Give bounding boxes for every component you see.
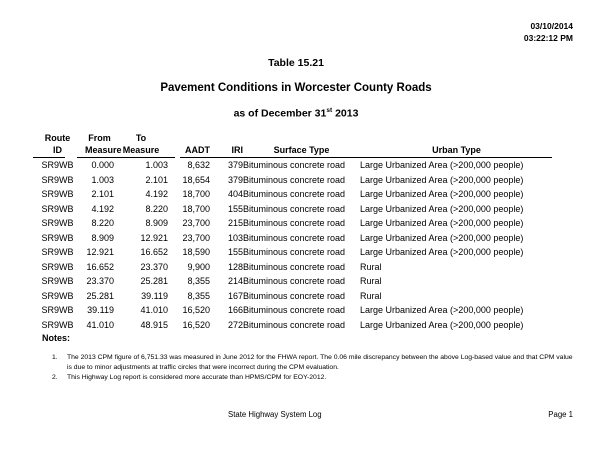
as-of-suffix: 2013 [332,107,359,120]
header-iri: IRI [231,145,243,155]
cell-surface-type: Bituminous concrete road [243,305,346,315]
cell-iri: 215 [227,218,243,228]
print-time: 03:22:12 PM [523,32,573,43]
cell-urban-type: Large Urbanized Area (>200,000 people) [360,189,524,199]
column-spacer [168,289,180,304]
cell-from-measure: 23.370 [86,276,114,286]
cell-route-id: SR9WB [41,203,74,214]
note-item [52,373,579,383]
cell-surface-type: Bituminous concrete road [243,232,346,243]
table-header-rule [180,157,552,158]
cell-iri: 167 [227,290,243,301]
table-row [30,245,553,260]
table-body [30,158,553,332]
cell-to-measure: 4.192 [145,189,168,199]
cell-urban-type: Rural [360,276,382,286]
column-spacer [168,260,180,275]
cell-route-id: SR9WB [41,261,74,272]
cell-iri: 103 [227,232,243,243]
notes-heading: Notes: [42,333,71,343]
header-urban-type: Urban Type [432,145,481,155]
cell-urban-type: Rural [360,261,382,272]
cell-surface-type: Bituminous concrete road [243,247,346,257]
cell-aadt: 16,520 [182,305,210,315]
cell-aadt: 9,900 [187,261,210,272]
cell-surface-type: Bituminous concrete road [243,319,346,330]
cell-aadt: 8,632 [187,160,210,170]
cell-aadt: 8,355 [187,290,210,301]
table-row [30,187,553,202]
header-to-measure: To Measure [122,133,160,155]
cell-iri: 166 [227,305,243,315]
header-aadt: AADT [185,145,210,155]
cell-to-measure: 39.119 [141,290,168,301]
table-row [30,231,553,246]
table-number: Table 15.21 [268,57,324,69]
cell-aadt: 23,700 [182,218,210,228]
column-spacer [168,303,180,318]
cell-aadt: 23,700 [182,232,210,243]
cell-from-measure: 0.000 [91,160,114,170]
table-row [30,289,553,304]
cell-surface-type: Bituminous concrete road [243,276,346,286]
cell-from-measure: 2.101 [91,189,114,199]
cell-to-measure: 16.652 [140,247,168,257]
cell-iri: 155 [227,203,243,214]
cell-iri: 272 [227,319,243,330]
as-of-subtitle [0,107,592,120]
cell-surface-type: Bituminous concrete road [243,174,346,185]
cell-urban-type: Large Urbanized Area (>200,000 people) [360,319,524,330]
cell-route-id: SR9WB [41,232,74,243]
cell-urban-type: Large Urbanized Area (>200,000 people) [360,174,524,185]
cell-route-id: SR9WB [41,174,74,185]
cell-aadt: 18,700 [182,189,210,199]
table-header-rule [77,157,175,158]
note-number: 2. [52,374,58,381]
note-text: This Highway Log report is considered more accurate than HPMS/CPM for EOY-2012. [67,374,327,381]
column-spacer [168,318,180,333]
cell-urban-type: Large Urbanized Area (>200,000 people) [360,203,524,214]
footer-page-number: Page 1 [548,410,573,419]
cell-urban-type: Large Urbanized Area (>200,000 people) [360,305,524,315]
column-spacer [168,158,180,173]
cell-to-measure: 1.003 [145,160,168,170]
cell-route-id: SR9WB [41,305,74,315]
table-row [30,202,553,217]
table-header-rule [33,157,65,158]
cell-iri: 155 [227,247,243,257]
column-spacer [168,274,180,289]
cell-aadt: 18,700 [182,203,210,214]
table-row [30,318,553,333]
cell-urban-type: Large Urbanized Area (>200,000 people) [360,247,524,257]
header-surface-type: Surface Type [273,145,330,155]
cell-aadt: 18,654 [182,174,210,185]
table-row [30,158,553,173]
cell-to-measure: 48.915 [140,319,168,330]
cell-from-measure: 25.281 [86,290,114,301]
cell-from-measure: 39.119 [87,305,114,315]
cell-surface-type: Bituminous concrete road [243,261,346,272]
cell-route-id: SR9WB [41,319,74,330]
header-from-measure: From Measure [85,133,122,155]
cell-iri: 214 [227,276,243,286]
print-timestamp [524,21,573,44]
cell-to-measure: 8.909 [145,218,168,228]
as-of-prefix: as of December 31 [233,107,327,120]
table-row [30,260,553,275]
column-spacer [168,216,180,231]
cell-to-measure: 12.921 [140,232,168,243]
cell-from-measure: 12.921 [86,247,114,257]
cell-iri: 379 [227,160,243,170]
print-date: 03/10/2014 [530,21,573,31]
table-row [30,303,553,318]
cell-iri: 404 [227,189,243,199]
cell-surface-type: Bituminous concrete road [243,160,346,170]
table-row [30,274,553,289]
cell-iri: 379 [227,174,243,185]
cell-aadt: 16,520 [182,319,210,330]
note-number: 1. [52,354,58,361]
cell-route-id: SR9WB [41,290,74,301]
table-header [30,132,553,158]
cell-surface-type: Bituminous concrete road [243,290,346,301]
cell-iri: 128 [227,261,243,272]
cell-to-measure: 8.220 [145,203,168,214]
header-route-id: Route ID [44,133,71,155]
as-of-ordinal: st [326,107,333,114]
column-spacer [168,202,180,217]
cell-aadt: 18,590 [182,247,210,257]
cell-to-measure: 41.010 [140,305,168,315]
note-item [52,353,579,373]
cell-route-id: SR9WB [41,218,74,228]
cell-urban-type: Large Urbanized Area (>200,000 people) [360,160,524,170]
cell-aadt: 8,355 [187,276,210,286]
cell-from-measure: 16.652 [86,261,114,272]
cell-from-measure: 8.220 [91,218,114,228]
column-spacer [168,132,180,158]
cell-route-id: SR9WB [41,276,74,286]
cell-to-measure: 2.101 [145,174,168,185]
table-row [30,216,553,231]
cell-from-measure: 4.192 [91,203,114,214]
pavement-conditions-table [30,132,553,332]
cell-from-measure: 8.909 [91,232,114,243]
cell-to-measure: 23.370 [140,261,168,272]
column-spacer [168,245,180,260]
cell-urban-type: Large Urbanized Area (>200,000 people) [360,218,524,228]
cell-surface-type: Bituminous concrete road [243,189,346,199]
cell-from-measure: 1.003 [91,174,114,185]
cell-route-id: SR9WB [41,160,74,170]
column-spacer [168,231,180,246]
note-text: The 2013 CPM figure of 6,751.33 was measured in June 2012 for the FHWA report. The 0.06 mile discrepancy between the above Log-based value and that CPM value is due to minor adjustments at traffic circles that were incorrect during the CPM evaluation. [67,354,573,371]
cell-surface-type: Bituminous concrete road [243,218,346,228]
cell-to-measure: 25.281 [140,276,168,286]
cell-surface-type: Bituminous concrete road [243,203,346,214]
page-title: Pavement Conditions in Worcester County Roads [160,82,432,94]
cell-urban-type: Large Urbanized Area (>200,000 people) [360,232,524,243]
cell-from-measure: 41.010 [86,319,114,330]
cell-urban-type: Rural [360,290,382,301]
table-row [30,173,553,188]
footer-document-title: State Highway System Log [228,410,322,419]
cell-route-id: SR9WB [41,247,74,257]
cell-route-id: SR9WB [41,189,74,199]
column-spacer [168,173,180,188]
column-spacer [168,187,180,202]
notes-list [52,353,579,383]
